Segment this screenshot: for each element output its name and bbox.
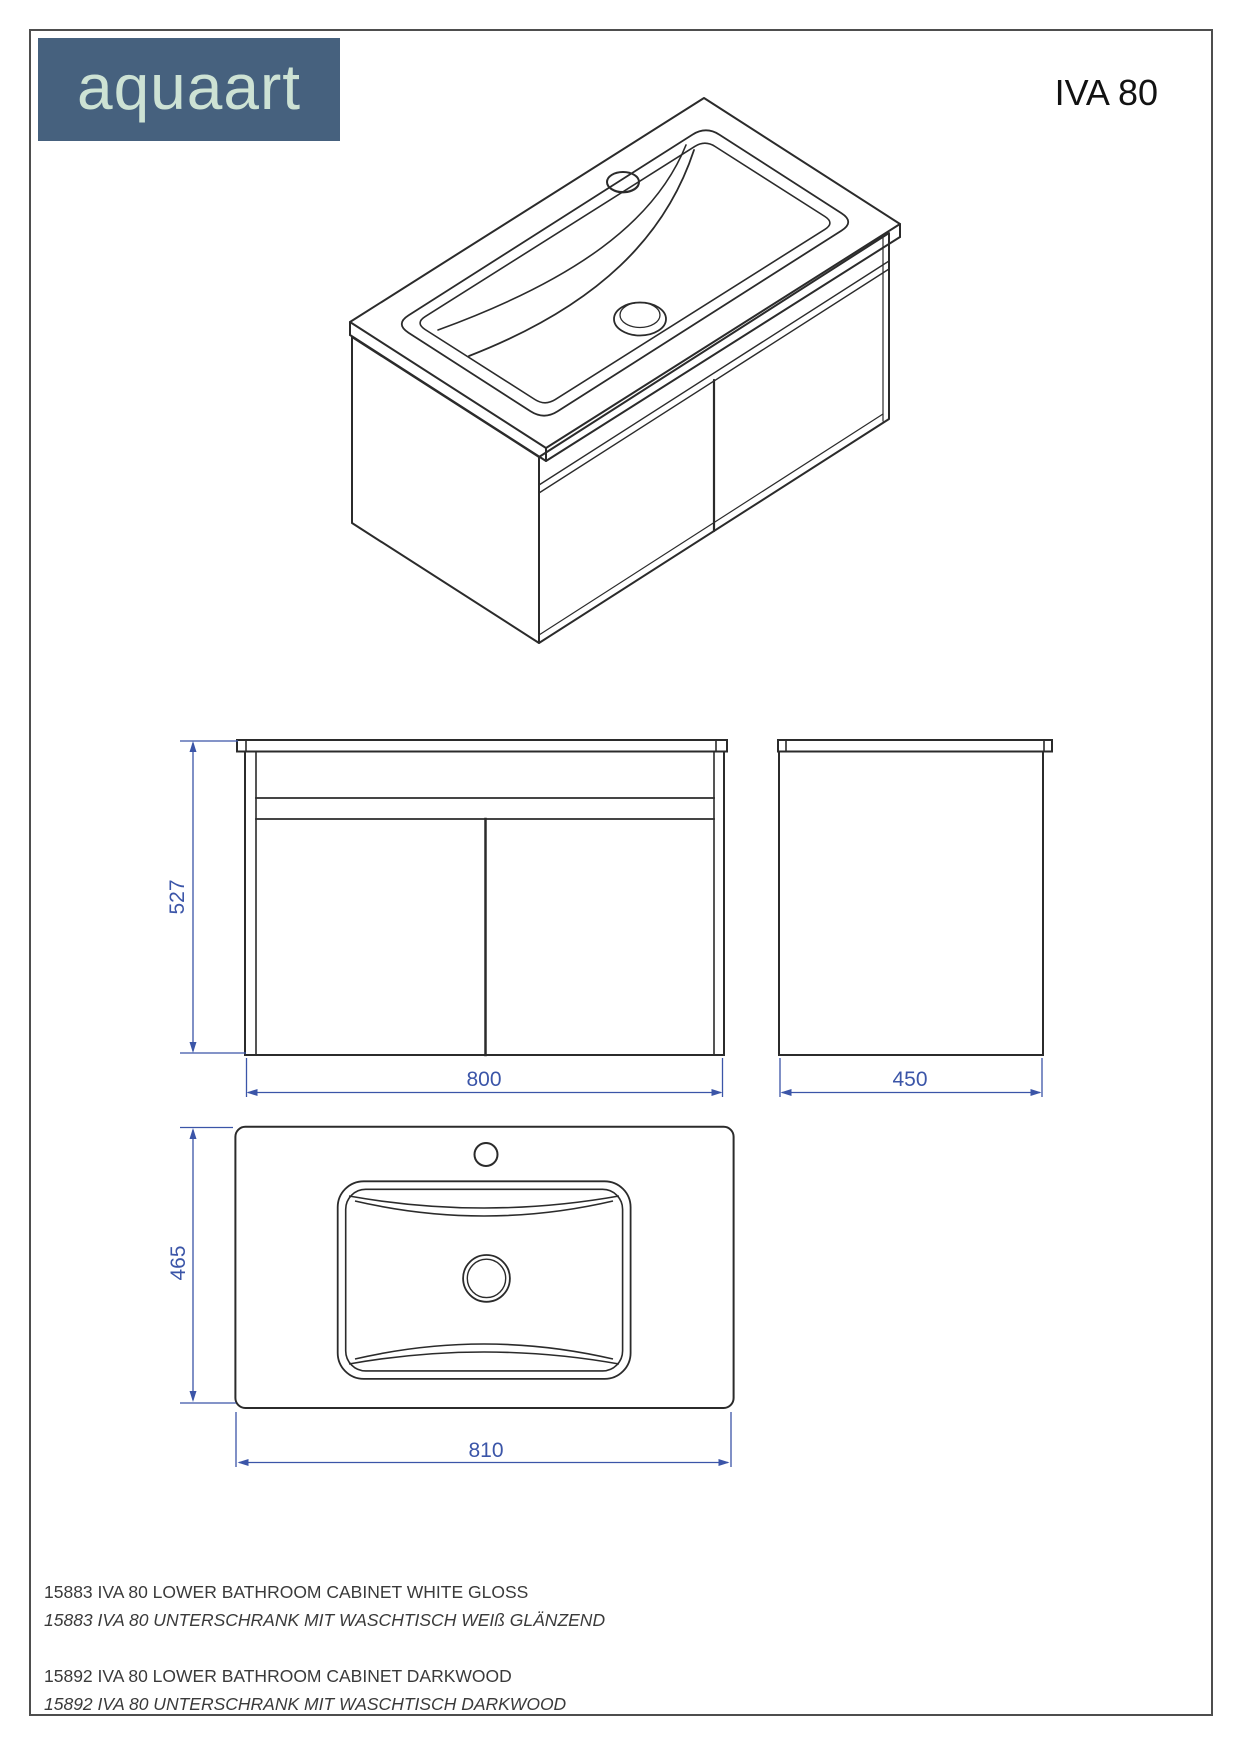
product-title: IVA 80 xyxy=(1054,72,1158,113)
logo-box xyxy=(38,38,340,141)
dimension-label-front-height: 527 xyxy=(166,879,189,915)
product-line-en: 15892 IVA 80 LOWER BATHROOM CABINET DARKWOOD xyxy=(44,1666,512,1686)
product-descriptions xyxy=(44,1579,605,1718)
product-line-de: 15883 IVA 80 UNTERSCHRANK MIT WASCHTISCH WEIß GLÄNZEND xyxy=(44,1609,606,1630)
product-line-de: 15892 IVA 80 UNTERSCHRANK MIT WASCHTISCH DARKWOOD xyxy=(44,1693,567,1714)
spacer xyxy=(44,1634,605,1663)
dimension-label-top-depth: 465 xyxy=(167,1245,190,1281)
page-border xyxy=(29,29,1213,1716)
dimension-label-top-width: 810 xyxy=(468,1439,504,1462)
logo-text: aquaart xyxy=(76,50,302,123)
product-line-en: 15883 IVA 80 LOWER BATHROOM CABINET WHITE GLOSS xyxy=(44,1582,529,1602)
dimension-label-front-width: 800 xyxy=(466,1068,502,1091)
dimension-label-side-depth: 450 xyxy=(892,1068,928,1091)
